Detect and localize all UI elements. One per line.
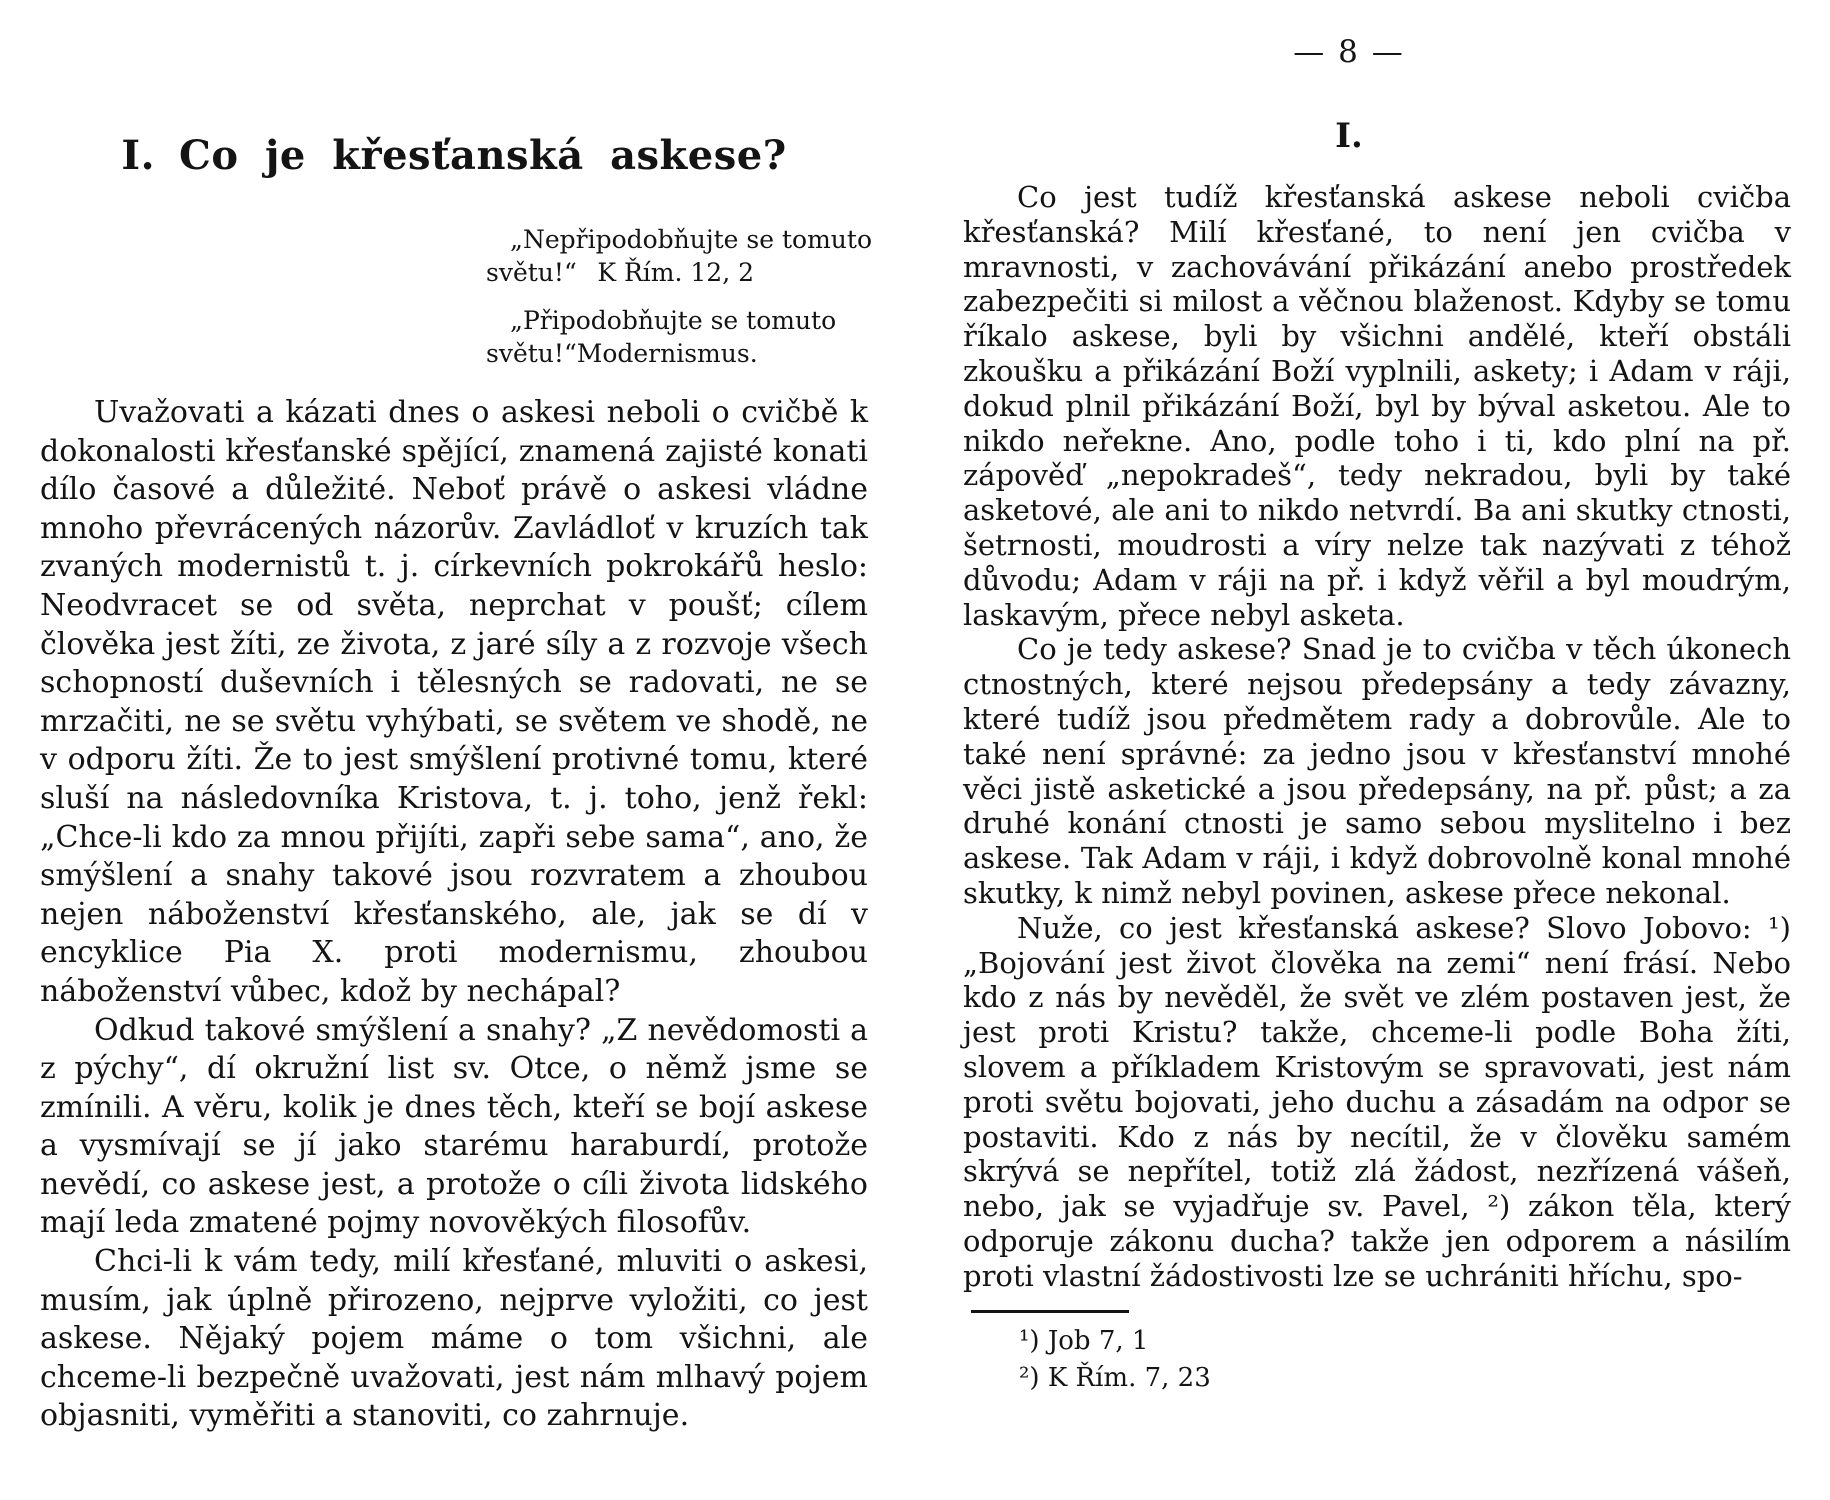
page-left: [40, 132, 872, 1436]
section-heading: I.: [1335, 116, 1363, 156]
paragraph: Uvažovati a kázati dnes o askesi neboli o cvičbě k dokonalosti křesťanské spějící, znamená zajisté konati dílo časové a důležité. Neboť právě o askesi vládne mnoho převrácených názorův. Zavládloť v kruzích tak zvaných modernistů t. j. církevních pokrokářů heslo: Neodvracet se od světa, neprchat v poušť; cílem člověka jest žíti, ze života, z jaré síly a z rozvoje všech schopností duševních i tělesných se radovati, ne se mrzačiti, ne se světu vyhýbati, se světem ve shodě, ne v odporu žíti. Že to jest smýšlení protivné tomu, které sluší na následovníka Kristova, t. j. toho, jenž řekl: „Chce-li kdo za mnou přijíti, zapři sebe sama“, ano, že smýšlení a snahy takové jsou rozvratem a zhoubou nejen náboženství křesťanského, ale, jak se dí v encyklice Pia X. proti modernismu, zhoubou náboženství vůbec, kdož by nechápal?: [40, 395, 868, 1009]
paragraph: Co jest tudíž křesťanská askese neboli cvičba křesťanská? Milí křesťané, to není jen cvičba v mravnosti, v zachovávání přikázání anebo prostředek zabezpečiti si milost a věčnou blaženost. Kdyby se tomu říkalo askese, byli by všichni andělé, kteří obstáli zkoušku a přikázání Boží vyplnili, askety; i Adam v ráji, dokud plnil přikázání Boží, byl by býval asketou. Ale to nikdo neřekne. Ano, podle toho i ti, kdo plní na př. zápověď „nepokradeš“, tedy nekradou, byli by také asketové, ale ani to nikdo netvrdí. Ba ani skutky ctnosti, šetrnosti, moudrosti a víry nelze tak nazývati z téhož důvodu; Adam v ráji na př. i když věřil a byl moudrým, laskavým, přece nebyl asketa.: [963, 180, 1791, 632]
epigraph-modernism-text-continued: světu!“: [486, 339, 577, 368]
footnote-romans: ²) K Řím. 7, 23: [1019, 1362, 1211, 1393]
footnotes: [963, 1323, 1791, 1397]
epigraph-bible-line2: [486, 256, 758, 289]
paragraph: Nuže, co jest křesťanská askese? Slovo Jobovo: ¹) „Bojování jest život člověka na zemi“ není frásí. Nebo kdo z nás by nevěděl, že svět ve zlém postaven jest, že jest proti Kristu? takže, chceme-li podle Boha žíti, slovem a příkladem Kristovým se spravovati, jest nám proti světu bojovati, jeho duchu a zásadám na odpor se postaviti. Kdo z nás by necítil, že v člověku samém skrývá se nepřítel, totiž zlá žádost, nezřízená vášeň, nebo, jak se vyjadřuje sv. Pavel, ²) zákon těla, který odporuje zákonu ducha? takže jen odporem a násilím proti vlastní žádostivosti lze se uchrániti hříchu, spo-: [963, 910, 1791, 1293]
chapter-heading: [40, 132, 868, 179]
epigraph-modernism-line2: [486, 337, 758, 370]
right-body-text: [963, 180, 1791, 1294]
paragraph: Chci-li k vám tedy, milí křesťané, mluviti o askesi, musím, jak úplně přirozeno, nejprve vyložiti, co jest askese. Nějaký pojem máme o tom všichni, ale chceme-li bezpečně uvažovati, jest nám mlhavý pojem objasniti, vyměřiti a stanoviti, co zahrnuje.: [40, 1244, 868, 1434]
paragraph: Odkud takové smýšlení a snahy? „Z nevědomosti a z pýchy“, dí okružní list sv. Otce, o němž jsme se zmínili. A věru, kolik je dnes těch, kteří se bojí askese a vysmívají se jí jako starému haraburdí, protože nevědí, co askese jest, a protože o cíli života lidského mají leda zmatené pojmy novověkých filosofův.: [40, 1012, 868, 1241]
left-body-text: [40, 394, 868, 1436]
epigraph-bible-source: K Řím. 12, 2: [597, 258, 754, 287]
epigraph-modernism-text: „Připodobňujte se tomuto: [510, 306, 837, 335]
epigraph-quote-modernism: [486, 304, 837, 370]
paragraph: Co je tedy askese? Snad je to cvičba v těch úkonech ctnostných, které nejsou předepsány a tedy závazny, které tudíž jsou předmětem rady a dobrovůle. Ale to také není správné: za jedno jsou v křesťanství mnohé věci jistě asketické a jsou předepsány, na př. půst; a za druhé konání ctnosti je samo sebou myslitelno i bez askese. Tak Adam v ráji, i když dobrovolně konal mnohé skutky, k nimž nebyl povinen, askese přece nekonal.: [963, 632, 1791, 910]
footnote-divider: [971, 1310, 1129, 1313]
epigraph-modernism-source: Modernismus.: [576, 339, 758, 368]
page-right: [963, 34, 1791, 1397]
epigraph-bible-text-continued: světu!“: [486, 258, 577, 287]
chapter-numeral: I.: [121, 132, 156, 179]
page-number: — 8 —: [1293, 34, 1405, 70]
footnote-job: ¹) Job 7, 1: [1019, 1325, 1149, 1356]
page-header: [907, 34, 1791, 156]
epigraph-block: [486, 223, 872, 370]
chapter-title: Co je křesťanská askese?: [179, 132, 787, 179]
epigraph-bible-text: „Nepřipodobňujte se tomuto: [510, 225, 872, 254]
epigraph-quote-bible: [486, 223, 872, 289]
